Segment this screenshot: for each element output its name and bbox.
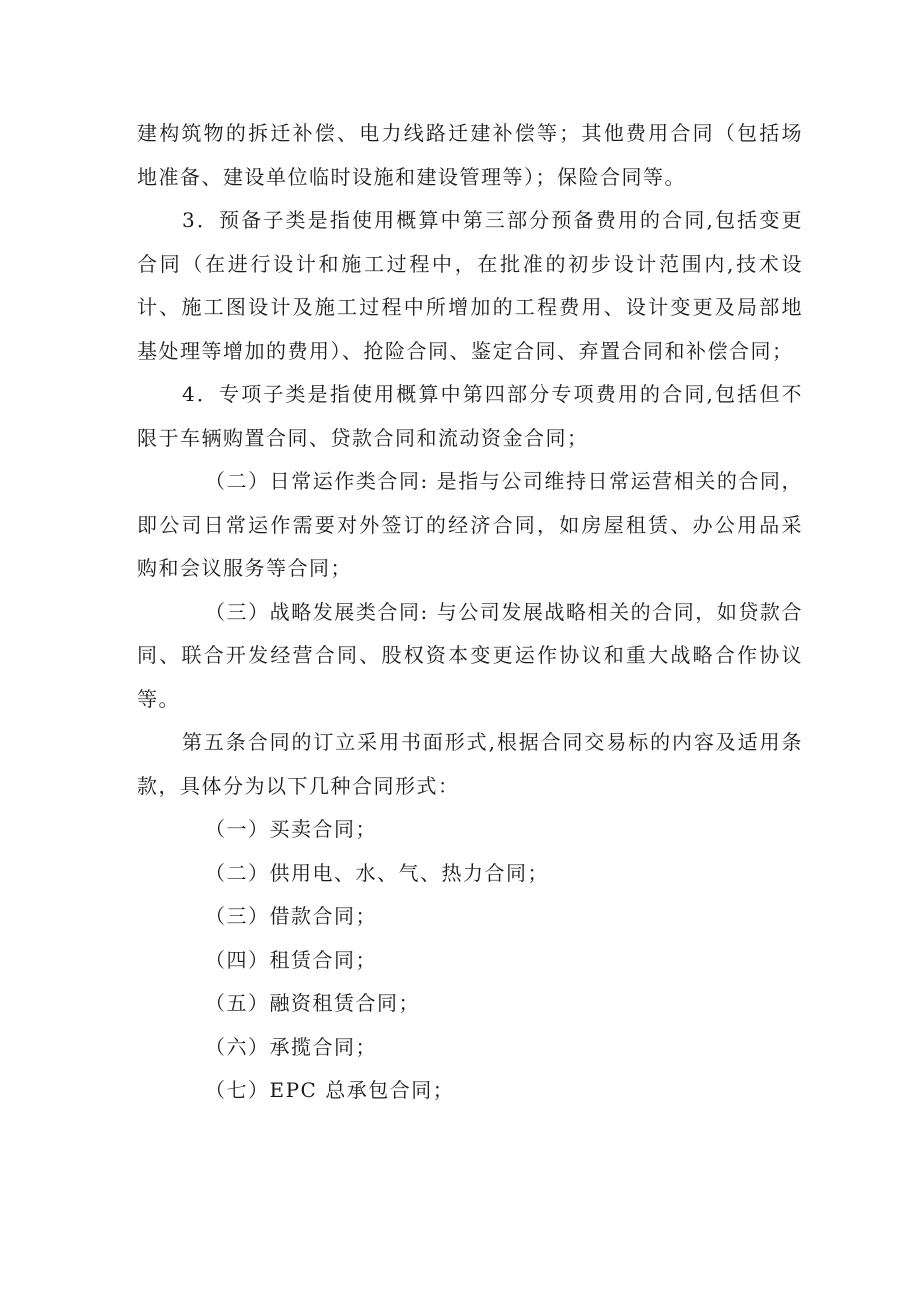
paragraph-daily-operation-contracts: （二）日常运作类合同: 是指与公司维持日常运营相关的合同，即公司日常运作需要对外签订的经济合同，如房屋租赁、办公用品采购和会议服务等合同； <box>137 469 803 580</box>
paragraph-strategic-development-contracts: （三）战略发展类合同: 与公司发展战略相关的合同，如贷款合同、联合开发经营合同、股权资本变更运作协议和重大战略合作协议等。 <box>137 599 803 711</box>
list-item: （一）买卖合同； <box>205 817 377 841</box>
paragraph-article-five: 第五条合同的订立采用书面形式,根据合同交易标的内容及适用条款，具体分为以下几种合同形式： <box>137 730 803 798</box>
list-item: （三）借款合同； <box>205 904 377 928</box>
list-item: （二）供用电、水、气、热力合同； <box>205 860 549 885</box>
list-item: （六）承揽合同； <box>205 1034 377 1059</box>
paragraph-special-subcategory: 4．专项子类是指使用概算中第四部分专项费用的合同,包括但不限于车辆购置合同、贷款合同和流动资金合同； <box>137 382 803 450</box>
paragraph-continuation: 建构筑物的拆迁补偿、电力线路迁建补偿等；其他费用合同（包括场地准备、建设单位临时设施和建设管理等）；保险合同等。 <box>137 121 803 189</box>
paragraph-reserve-subcategory: 3．预备子类是指使用概算中第三部分预备费用的合同,包括变更合同（在进行设计和施工过程中，在批准的初步设计范围内,技术设计、施工图设计及施工过程中所增加的工程费用、设计变更及局部地基处理等增加的费用）、抢险合同、鉴定合同、弃置合同和补偿合同； <box>137 208 803 363</box>
list-item: （四）租赁合同； <box>205 947 377 972</box>
document-body <box>137 112 803 1113</box>
list-item: （五）融资租赁合同； <box>205 991 420 1015</box>
list-item: （七）EPC 总承包合同； <box>205 1078 455 1102</box>
